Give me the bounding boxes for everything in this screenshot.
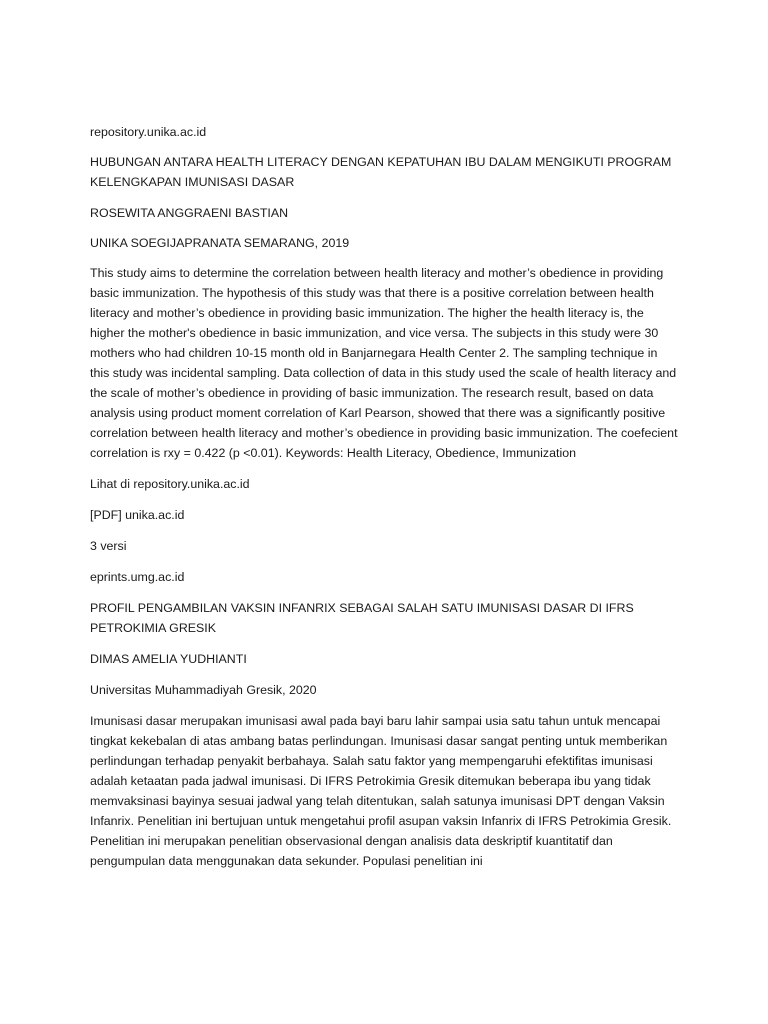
source-domain[interactable]: repository.unika.ac.id: [90, 125, 207, 139]
paper-title[interactable]: PROFIL PENGAMBILAN VAKSIN INFANRIX SEBAGAI SALAH SATU IMUNISASI DASAR DI IFRS PETROKIMIA GRESIK: [90, 601, 634, 635]
institution-year: Universitas Muhammadiyah Gresik, 2020: [90, 683, 317, 697]
author-name: ROSEWITA ANGGRAENI BASTIAN: [90, 206, 289, 220]
pdf-link[interactable]: [PDF] unika.ac.id: [90, 508, 185, 522]
abstract-text: This study aims to determine the correlation between health literacy and mother’s obedience in providing basic immunization. The hypothesis of this study was that there is a positive correlation between health literacy and mother’s obedience in providing basic immunization. The higher the health literacy is, the higher the mother's obedience in basic immunization, and vice versa. The subjects in this study were 30 mothers who had children 10-15 month old in Banjarnegara Health Center 2. The sampling technique in this study was incidental sampling. Data collection of data in this study used the scale of health literacy and the scale of mother’s obedience in providing of basic immunization. The research result, based on data analysis using product moment correlation of Karl Pearson, showed that there was a significantly positive correlation between health literacy and mother’s obedience in providing basic immunization. The coefecient correlation is rxy = 0.422 (p <0.01). Keywords: Health Literacy, Obedience, Immunization: [90, 266, 678, 460]
author-name: DIMAS AMELIA YUDHIANTI: [90, 652, 247, 666]
document-page: [90, 122, 680, 882]
abstract-text: Imunisasi dasar merupakan imunisasi awal pada bayi baru lahir sampai usia satu tahun untuk mencapai tingkat kekebalan di atas ambang batas perlindungan. Imunisasi dasar sangat penting untuk memberikan perlindungan terhadap penyakit berbahaya. Salah satu faktor yang mempengaruhi efektifitas imunisasi adalah ketaatan pada jadwal imunisasi. Di IFRS Petrokimia Gresik ditemukan beberapa ibu yang tidak memvaksinasi bayinya sesuai jadwal yang telah ditentukan, salah satunya imunisasi DPT dengan Vaksin Infanrix. Penelitian ini bertujuan untuk mengetahui profil asupan vaksin Infanrix di IFRS Petrokimia Gresik. Penelitian ini merupakan penelitian observasional dengan analisis data deskriptif kuantitatif dan pengumpulan data menggunakan data sekunder. Populasi penelitian ini: [90, 714, 672, 868]
view-link[interactable]: Lihat di repository.unika.ac.id: [90, 477, 250, 491]
versions-link[interactable]: 3 versi: [90, 539, 127, 553]
paper-title[interactable]: HUBUNGAN ANTARA HEALTH LITERACY DENGAN KEPATUHAN IBU DALAM MENGIKUTI PROGRAM KELENGKAPAN IMUNISASI DASAR: [90, 155, 672, 189]
source-domain[interactable]: eprints.umg.ac.id: [90, 570, 185, 584]
institution-year: UNIKA SOEGIJAPRANATA SEMARANG, 2019: [90, 236, 350, 250]
